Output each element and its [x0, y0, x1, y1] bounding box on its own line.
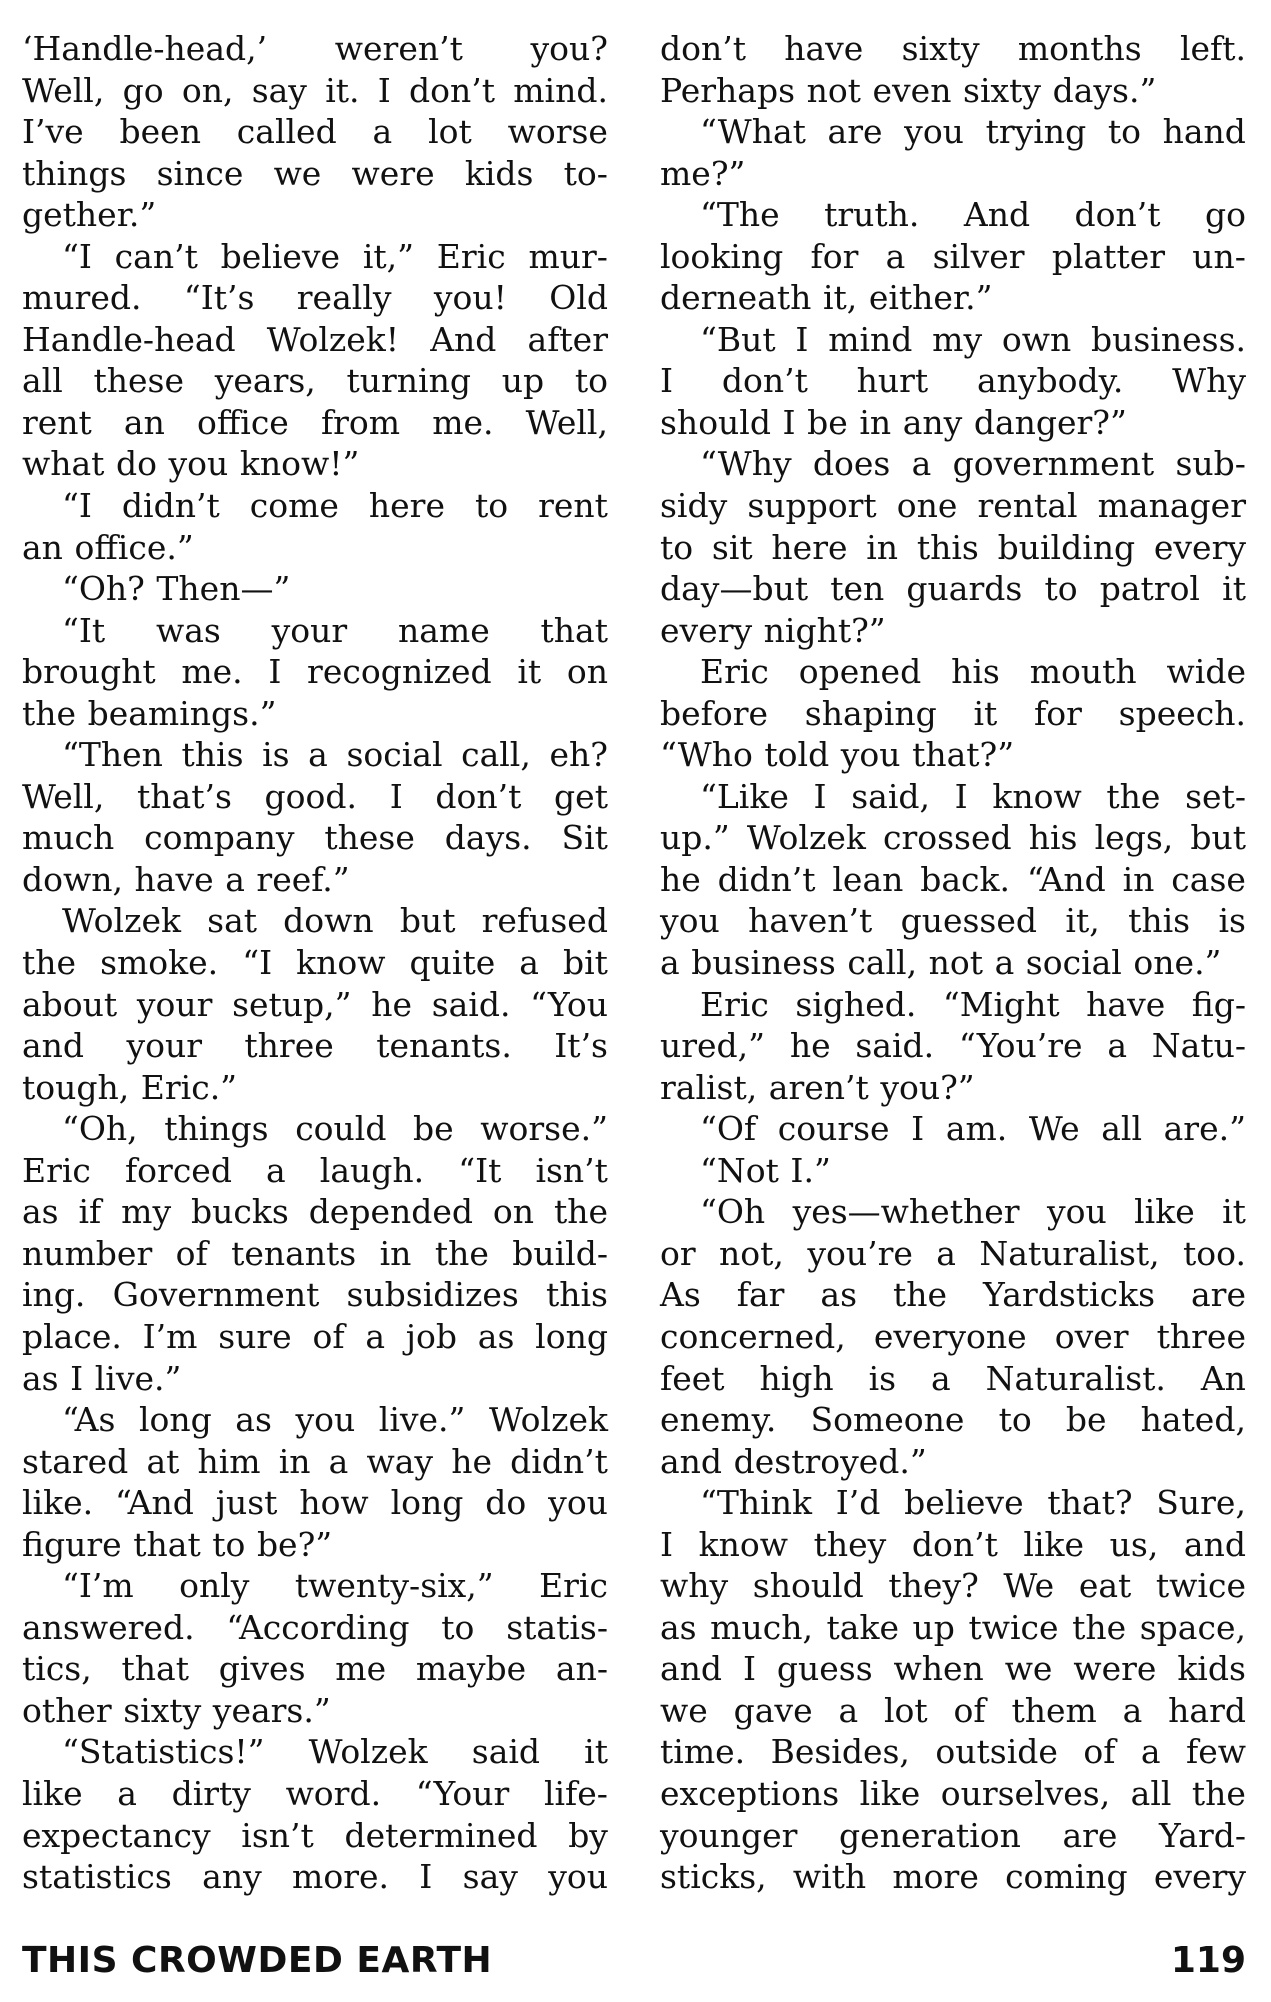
text-line: and I guess when we were kids — [660, 1649, 1246, 1689]
text-line: “Why does a government sub- — [700, 444, 1246, 484]
text-line: before shaping it for speech. — [660, 693, 1246, 733]
text-line: tics, that gives me maybe an- — [22, 1649, 608, 1689]
text-line: “Statistics!” Wolzek said it — [62, 1732, 608, 1772]
text-line: ralist, aren’t you?” — [660, 1067, 975, 1107]
text-line: as if my bucks depended on the — [22, 1192, 608, 1232]
text-line: “Oh yes—whether you like it — [700, 1192, 1246, 1232]
text-line: Eric opened his mouth wide — [700, 652, 1246, 692]
text-line: “Not I.” — [700, 1150, 831, 1190]
text-line: “The truth. And don’t go — [700, 195, 1246, 235]
text-line: sticks, with more coming every — [660, 1857, 1246, 1897]
text-line: “Oh, things could be worse.” — [62, 1109, 608, 1149]
text-line: rent an office from me. Well, — [22, 402, 608, 442]
page-footer — [22, 1936, 1246, 1986]
text-line: Handle-head Wolzek! And after — [22, 319, 608, 359]
text-column-right — [660, 28, 1246, 1898]
text-line: things since we were kids to- — [22, 153, 608, 193]
text-line: brought me. I recognized it on — [22, 652, 608, 692]
text-line: “Then this is a social call, eh? — [62, 735, 608, 775]
text-line: like. “And just how long do you — [22, 1483, 608, 1523]
text-column-left — [22, 28, 608, 1898]
text-line: Well, that’s good. I don’t get — [22, 776, 608, 816]
text-line: day—but ten guards to patrol it — [660, 569, 1246, 609]
text-line: “Oh? Then—” — [62, 569, 291, 609]
text-line: we gave a lot of them a hard — [660, 1690, 1246, 1730]
text-line: you haven’t guessed it, this is — [660, 901, 1246, 941]
page-number: 119 — [1170, 1940, 1246, 1981]
text-line: a business call, not a social one.” — [660, 943, 1222, 983]
text-line: Perhaps not even sixty days.” — [660, 70, 1157, 110]
text-line: “I’m only twenty-six,” Eric — [62, 1566, 608, 1606]
text-line: and your three tenants. It’s — [22, 1026, 608, 1066]
text-line: don’t have sixty months left. — [660, 29, 1246, 68]
text-line: ured,” he said. “You’re a Natu- — [660, 1026, 1246, 1066]
text-line: what do you know!” — [22, 444, 360, 484]
text-line: sidy support one rental manager — [660, 486, 1246, 526]
text-line: I don’t hurt anybody. Why — [660, 361, 1246, 401]
text-line: all these years, turning up to — [22, 361, 608, 401]
text-line: the smoke. “I know quite a bit — [22, 943, 608, 983]
text-line: mured. “It’s really you! Old — [22, 278, 608, 318]
text-line: ‘Handle-head,’ weren’t you? — [22, 29, 608, 68]
text-line: place. I’m sure of a job as long — [22, 1316, 608, 1356]
text-line: looking for a silver platter un- — [660, 236, 1246, 276]
text-line: me?” — [660, 153, 746, 193]
text-line: he didn’t lean back. “And in case — [660, 859, 1246, 899]
text-line: every night?” — [660, 610, 886, 650]
text-line: like a dirty word. “Your life- — [22, 1773, 608, 1813]
text-line: Well, go on, say it. I don’t mind. — [22, 70, 608, 110]
text-line: “Who told you that?” — [660, 735, 1015, 775]
text-line: down, have a reef.” — [22, 859, 350, 899]
text-line: I know they don’t like us, and — [660, 1524, 1246, 1564]
text-line: “But I mind my own business. — [700, 319, 1246, 359]
text-line: “I can’t believe it,” Eric mur- — [62, 236, 608, 276]
text-line: gether.” — [22, 195, 157, 235]
text-line: to sit here in this building every — [660, 527, 1246, 567]
text-line: expectancy isn’t determined by — [22, 1815, 608, 1855]
text-line: “Think I’d believe that? Sure, — [700, 1483, 1246, 1523]
text-line: an office.” — [22, 527, 194, 567]
text-line: ing. Government subsidizes this — [22, 1275, 608, 1315]
text-line: or not, you’re a Naturalist, too. — [660, 1233, 1246, 1273]
text-line: number of tenants in the build- — [22, 1233, 608, 1273]
text-line: answered. “According to statis- — [22, 1607, 608, 1647]
text-line: tough, Eric.” — [22, 1067, 238, 1107]
running-title: THIS CROWDED EARTH — [22, 1940, 493, 1981]
text-line: “I didn’t come here to rent — [62, 486, 608, 526]
text-line: figure that to be?” — [22, 1524, 333, 1564]
text-line: as much, take up twice the space, — [660, 1607, 1246, 1647]
text-line: derneath it, either.” — [660, 278, 993, 318]
text-line: stared at him in a way he didn’t — [22, 1441, 608, 1481]
text-line: “As long as you live.” Wolzek — [62, 1400, 608, 1440]
text-line: “Like I said, I know the set- — [700, 776, 1246, 816]
text-line: Eric forced a laugh. “It isn’t — [22, 1150, 608, 1190]
text-line: “Of course I am. We all are.” — [700, 1109, 1246, 1149]
text-line: time. Besides, outside of a few — [660, 1732, 1246, 1772]
text-line: and destroyed.” — [660, 1441, 927, 1481]
text-line: the beamings.” — [22, 693, 277, 733]
text-line: about your setup,” he said. “You — [22, 984, 608, 1024]
text-line: As far as the Yardsticks are — [660, 1275, 1246, 1315]
text-line: exceptions like ourselves, all the — [660, 1773, 1246, 1813]
text-line: much company these days. Sit — [22, 818, 608, 858]
text-line: why should they? We eat twice — [660, 1566, 1246, 1606]
text-line: statistics any more. I say you — [22, 1857, 608, 1897]
text-line: enemy. Someone to be hated, — [660, 1400, 1246, 1440]
text-line: up.” Wolzek crossed his legs, but — [660, 818, 1246, 858]
text-line: feet high is a Naturalist. An — [660, 1358, 1246, 1398]
text-line: concerned, everyone over three — [660, 1316, 1246, 1356]
text-line: other sixty years.” — [22, 1690, 331, 1730]
text-line: Eric sighed. “Might have fig- — [700, 984, 1246, 1024]
text-line: “What are you trying to hand — [700, 112, 1246, 152]
text-line: as I live.” — [22, 1358, 182, 1398]
text-line: I’ve been called a lot worse — [22, 112, 608, 152]
text-line: should I be in any danger?” — [660, 402, 1127, 442]
text-line: “It was your name that — [62, 610, 608, 650]
text-line: younger generation are Yard- — [660, 1815, 1246, 1855]
text-line: Wolzek sat down but refused — [62, 901, 608, 941]
